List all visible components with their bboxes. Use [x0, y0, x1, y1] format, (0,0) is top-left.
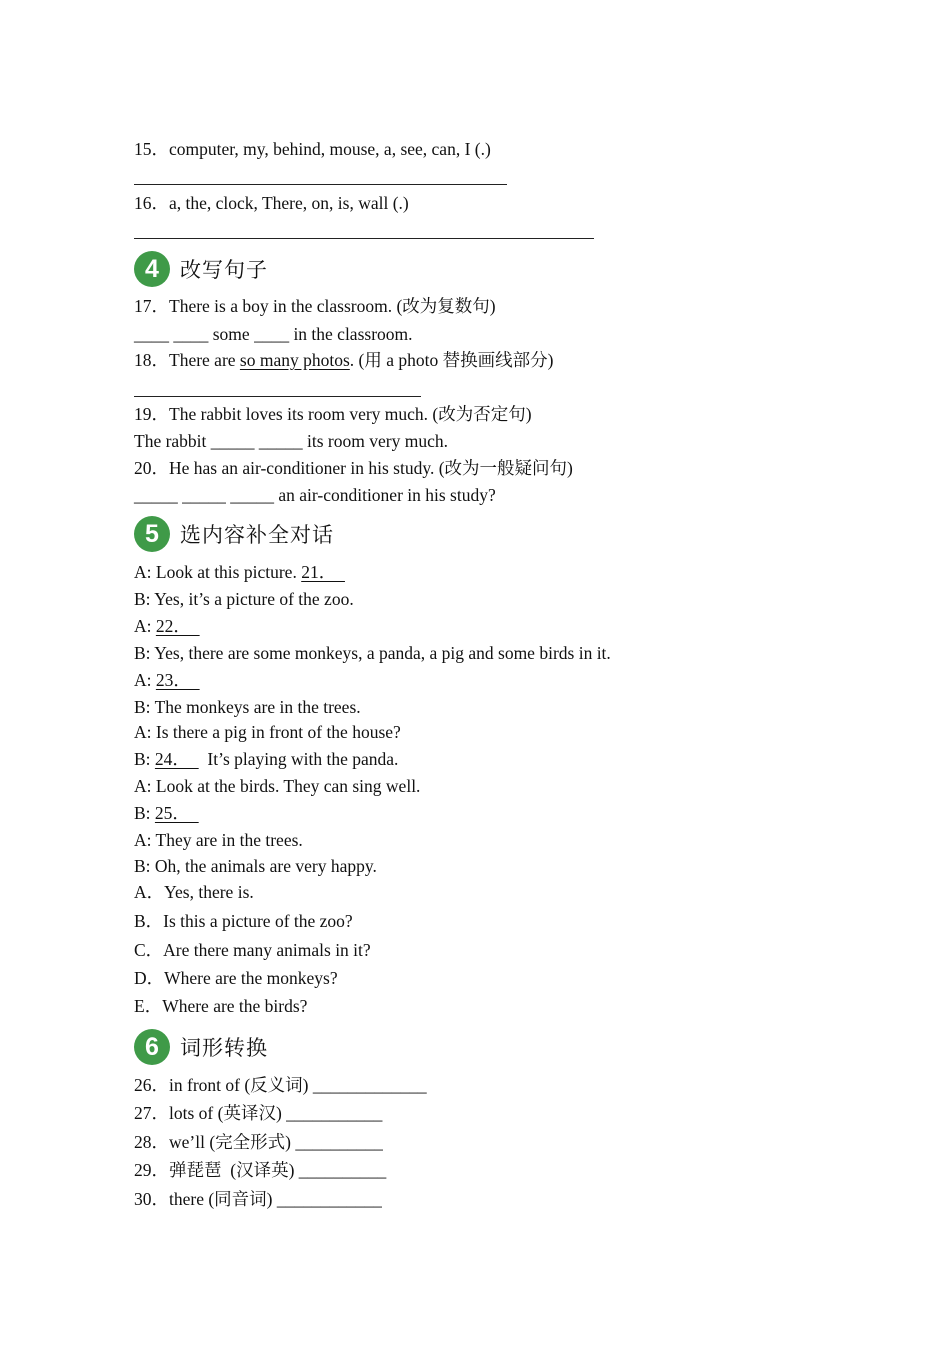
- dialog-line: [134, 561, 345, 583]
- question-number: 19．: [134, 404, 169, 424]
- question-16: [134, 192, 409, 214]
- question-text: There is a boy in the classroom. (改为复数句): [169, 296, 496, 316]
- answer-20[interactable]: _____ _____ _____ an air-conditioner in his study?: [134, 485, 496, 505]
- word-item-29[interactable]: 29．弹琵琶 (汉译英) __________: [134, 1160, 387, 1180]
- blank-24[interactable]: 24．: [154, 749, 199, 769]
- dialog-line: A: They are in the trees.: [134, 830, 303, 850]
- dialog-line: B: Oh, the animals are very happy.: [134, 856, 377, 876]
- section-title: 词形转换: [180, 1036, 268, 1060]
- word-item-28[interactable]: 28．we’ll (完全形式) __________: [134, 1132, 383, 1152]
- dialog-text: B:: [134, 803, 155, 823]
- section-5-heading: [134, 516, 334, 552]
- question-number: 17．: [134, 296, 169, 316]
- answer-19[interactable]: The rabbit _____ _____ its room very much.: [134, 431, 448, 451]
- question-number: 18．: [134, 350, 169, 370]
- question-text: There are: [169, 350, 240, 370]
- section-number-badge: 6: [134, 1029, 170, 1065]
- dialog-text: A:: [134, 670, 156, 690]
- question-20: [134, 457, 573, 479]
- dialog-text: It’s playing with the panda.: [198, 749, 399, 769]
- question-number: 20．: [134, 458, 169, 478]
- question-text: a, the, clock, There, on, is, wall (.): [169, 193, 409, 213]
- dialog-line: [134, 748, 398, 770]
- section-title: 改写句子: [180, 258, 268, 282]
- option-a: A．Yes, there is.: [134, 882, 254, 902]
- question-15: [134, 138, 491, 160]
- underlined-phrase: so many photos: [239, 350, 350, 370]
- dialog-text: A: Look at this picture.: [134, 562, 302, 582]
- section-number-badge: 5: [134, 516, 170, 552]
- question-18: [134, 349, 553, 371]
- option-e: E．Where are the birds?: [134, 996, 308, 1016]
- question-instruction: . (用 a photo 替换画线部分): [349, 350, 554, 370]
- question-text: The rabbit loves its room very much. (改为否定句): [169, 404, 532, 424]
- answer-line-18[interactable]: [134, 396, 421, 397]
- dialog-line: A: Is there a pig in front of the house?: [134, 722, 401, 742]
- option-b: B．Is this a picture of the zoo?: [134, 911, 353, 931]
- blank-21[interactable]: 21．: [301, 562, 345, 582]
- section-4-heading: [134, 251, 268, 287]
- blank-25[interactable]: 25．: [154, 803, 199, 823]
- question-text: computer, my, behind, mouse, a, see, can, I (.): [169, 139, 491, 159]
- option-d: D．Where are the monkeys?: [134, 968, 338, 988]
- blank-22[interactable]: 22．: [155, 616, 200, 636]
- section-title: 选内容补全对话: [180, 523, 334, 547]
- dialog-text: A:: [134, 616, 156, 636]
- blank-23[interactable]: 23．: [155, 670, 200, 690]
- question-text: He has an air-conditioner in his study. (改为一般疑问句): [169, 458, 573, 478]
- dialog-text: B:: [134, 749, 155, 769]
- dialog-line: B: Yes, it’s a picture of the zoo.: [134, 589, 354, 609]
- question-17: [134, 295, 496, 317]
- dialog-line: [134, 615, 200, 637]
- answer-17[interactable]: ____ ____ some ____ in the classroom.: [134, 324, 413, 344]
- section-6-heading: [134, 1029, 268, 1065]
- dialog-line: [134, 669, 200, 691]
- word-item-27[interactable]: 27．lots of (英译汉) ___________: [134, 1103, 383, 1123]
- answer-line-15[interactable]: [134, 184, 507, 185]
- word-item-26[interactable]: 26．in front of (反义词) _____________: [134, 1075, 427, 1095]
- question-number: 15．: [134, 139, 169, 159]
- option-c: C．Are there many animals in it?: [134, 940, 371, 960]
- section-number-badge: 4: [134, 251, 170, 287]
- dialog-line: A: Look at the birds. They can sing well.: [134, 776, 421, 796]
- answer-line-16[interactable]: [134, 238, 594, 239]
- dialog-line: [134, 802, 199, 824]
- dialog-line: B: The monkeys are in the trees.: [134, 697, 361, 717]
- dialog-line: B: Yes, there are some monkeys, a panda, a pig and some birds in it.: [134, 643, 611, 663]
- question-19: [134, 403, 532, 425]
- question-number: 16．: [134, 193, 169, 213]
- word-item-30[interactable]: 30．there (同音词) ____________: [134, 1189, 382, 1209]
